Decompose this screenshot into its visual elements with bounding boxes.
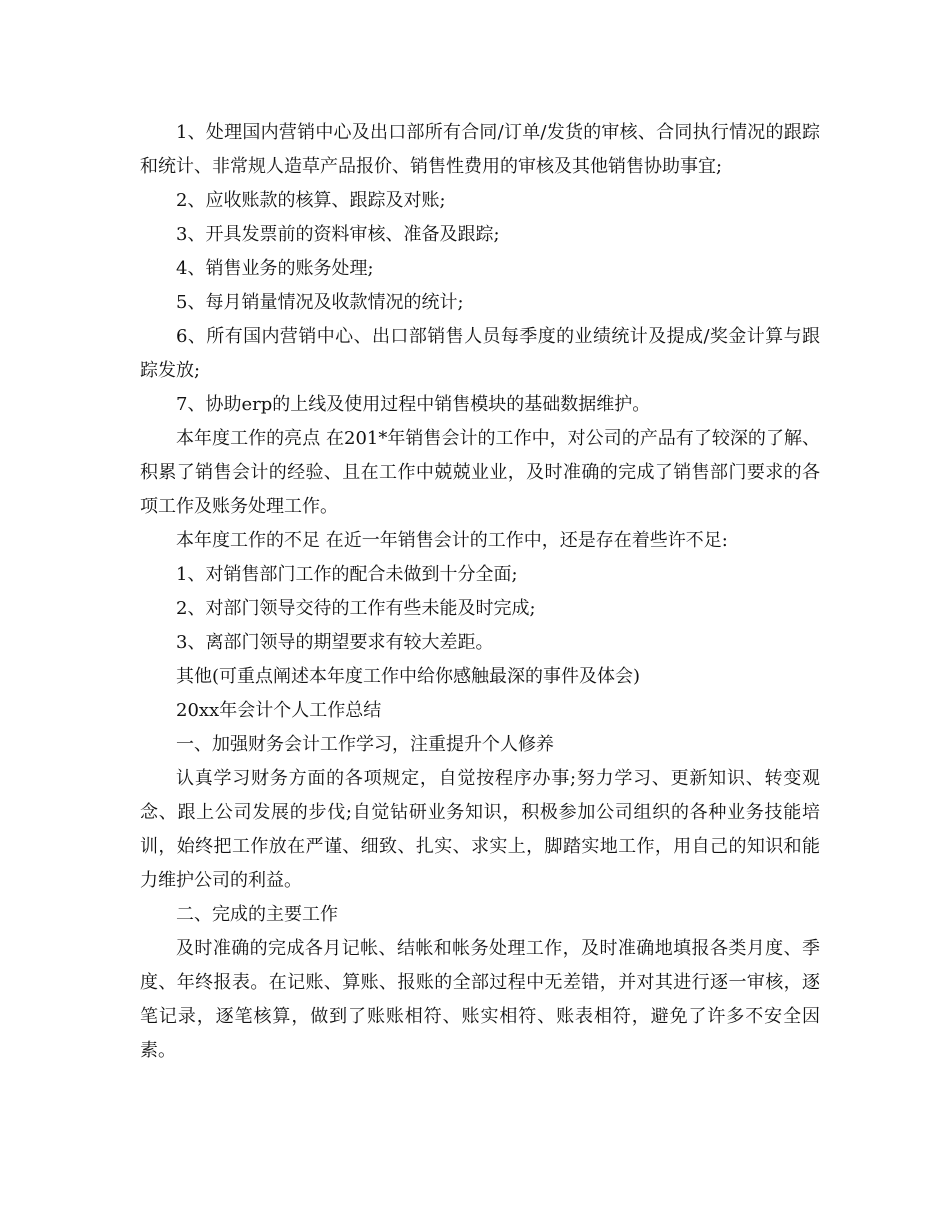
section-heading: 二、完成的主要工作 bbox=[176, 904, 338, 925]
section-heading: 一、加强财务会计工作学习，注重提升个人修养 bbox=[176, 734, 554, 755]
paragraph: 4、销售业务的账务处理; bbox=[176, 258, 374, 279]
section-title: 20xx年会计个人工作总结 bbox=[176, 700, 382, 721]
paragraph: 2、应收账款的核算、跟踪及对账; bbox=[176, 190, 446, 211]
paragraph: 3、离部门领导的期望要求有较大差距。 bbox=[176, 632, 494, 653]
paragraph: 3、开具发票前的资料审核、准备及跟踪; bbox=[176, 224, 500, 245]
paragraph: 5、每月销量情况及收款情况的统计; bbox=[176, 292, 464, 313]
paragraph: 其他(可重点阐述本年度工作中给你感触最深的事件及体会) bbox=[176, 666, 641, 687]
document-body bbox=[140, 116, 820, 1068]
paragraph: 本年度工作的不足 在近一年销售会计的工作中，还是存在着些许不足: bbox=[176, 530, 728, 551]
paragraph: 2、对部门领导交待的工作有些未能及时完成; bbox=[176, 598, 536, 619]
paragraph: 及时准确的完成各月记帐、结帐和帐务处理工作，及时准确地填报各类月度、季度、年终报表。在记账、算账、报账的全部过程中无差错，并对其进行逐一审核，逐笔记录，逐笔核算，做到了账账相符、账实相符、账表相符，避免了许多不安全因素。 bbox=[140, 938, 820, 1061]
paragraph: 本年度工作的亮点 在201*年销售会计的工作中，对公司的产品有了较深的了解、积累了销售会计的经验、且在工作中兢兢业业，及时准确的完成了销售部门要求的各项工作及账务处理工作。 bbox=[140, 428, 820, 517]
paragraph: 1、对销售部门工作的配合未做到十分全面; bbox=[176, 564, 518, 585]
paragraph: 认真学习财务方面的各项规定，自觉按程序办事;努力学习、更新知识、转变观念、跟上公司发展的步伐;自觉钻研业务知识，积极参加公司组织的各种业务技能培训，始终把工作放在严谨、细致、扎实、求实上，脚踏实地工作，用自己的知识和能力维护公司的利益。 bbox=[140, 768, 820, 891]
paragraph: 7、协助erp的上线及使用过程中销售模块的基础数据维护。 bbox=[176, 394, 651, 415]
paragraph: 1、处理国内营销中心及出口部所有合同/订单/发货的审核、合同执行情况的跟踪和统计、非常规人造草产品报价、销售性费用的审核及其他销售协助事宜; bbox=[140, 122, 820, 177]
paragraph: 6、所有国内营销中心、出口部销售人员每季度的业绩统计及提成/奖金计算与跟踪发放; bbox=[140, 326, 820, 381]
